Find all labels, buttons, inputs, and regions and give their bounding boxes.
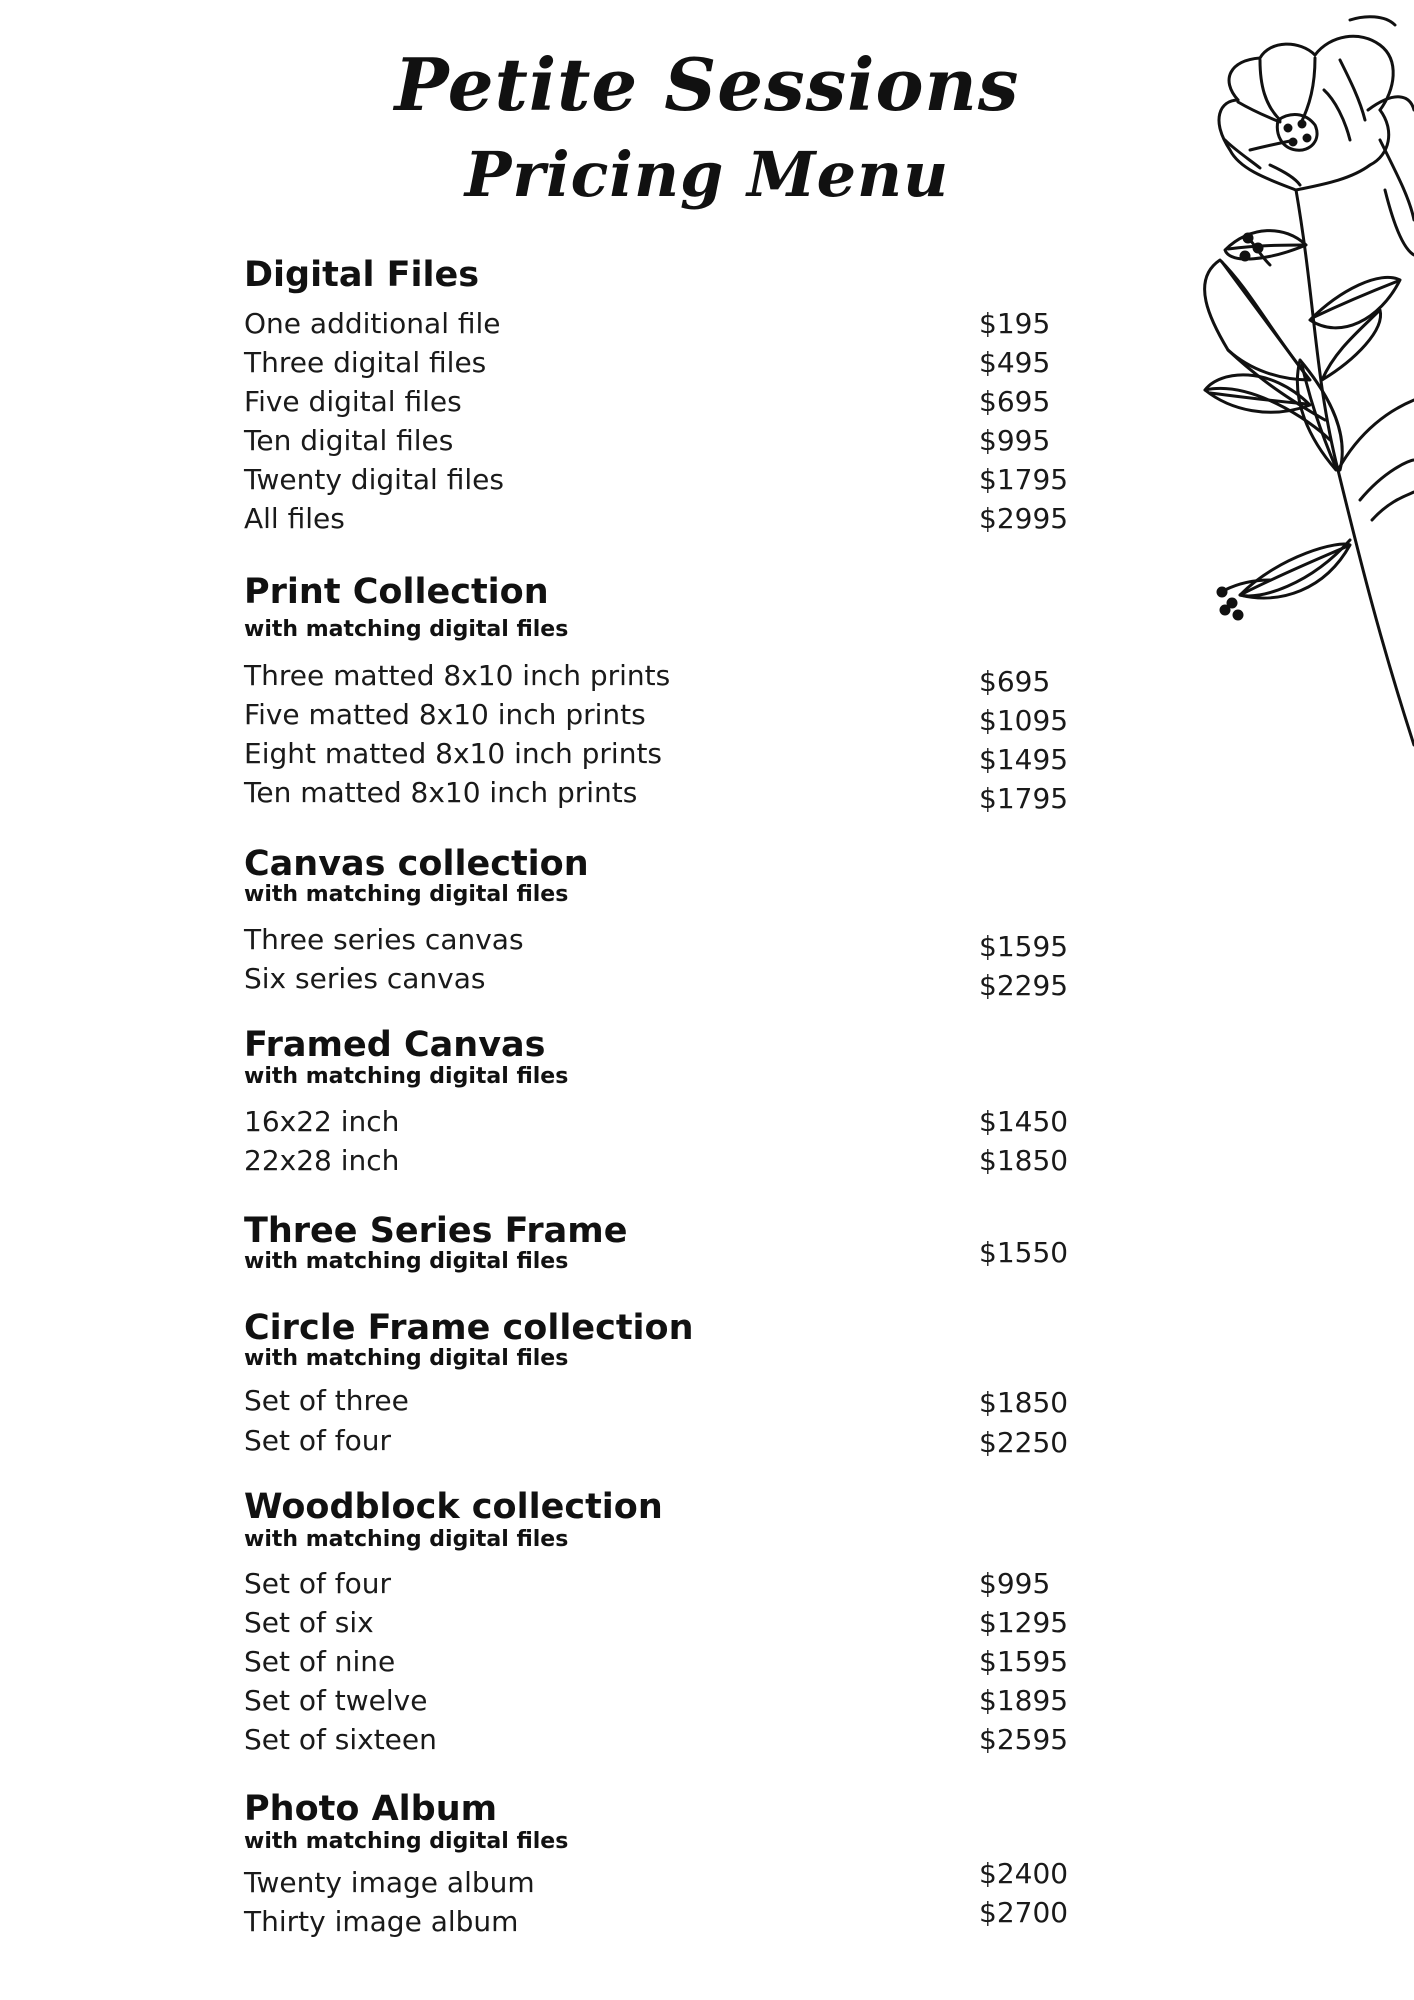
item-price: $1495 <box>979 743 1069 776</box>
floral-illustration <box>1110 0 1414 760</box>
section-heading-circle-frame-collection: Circle Frame collection <box>244 1308 694 1348</box>
section-heading-print-collection: Print Collection <box>244 572 549 612</box>
section-subtitle: with matching digital files <box>244 1249 569 1274</box>
item-label: Set of sixteen <box>244 1723 437 1756</box>
section-heading-canvas-collection: Canvas collection <box>244 844 589 884</box>
item-price: $1295 <box>979 1606 1069 1639</box>
item-label: All files <box>244 502 345 535</box>
item-label: Three matted 8x10 inch prints <box>244 659 671 692</box>
item-price: $1795 <box>979 782 1069 815</box>
section-subtitle: with matching digital files <box>244 617 569 642</box>
item-price: $2295 <box>979 969 1069 1002</box>
item-price: $1095 <box>979 704 1069 737</box>
section-heading-three-series-frame: Three Series Frame <box>244 1211 628 1251</box>
item-price: $195 <box>979 307 1051 340</box>
item-price: $2250 <box>979 1426 1069 1459</box>
section-subtitle: with matching digital files <box>244 1527 569 1552</box>
item-price: $695 <box>979 385 1051 418</box>
item-label: Six series canvas <box>244 962 486 995</box>
item-price: $1550 <box>979 1236 1069 1269</box>
item-label: Five matted 8x10 inch prints <box>244 698 646 731</box>
section-subtitle: with matching digital files <box>244 1829 569 1854</box>
item-label: Eight matted 8x10 inch prints <box>244 737 663 770</box>
item-label: 16x22 inch <box>244 1105 400 1138</box>
item-label: Twenty digital files <box>244 463 504 496</box>
item-label: One additional file <box>244 307 501 340</box>
item-price: $2595 <box>979 1723 1069 1756</box>
item-price: $1595 <box>979 930 1069 963</box>
item-label: Thirty image album <box>244 1905 519 1938</box>
item-price: $495 <box>979 346 1051 379</box>
item-price: $2700 <box>979 1896 1069 1929</box>
item-label: Three series canvas <box>244 923 524 956</box>
page-title: Petite Sessions <box>394 42 1020 127</box>
section-heading-woodblock-collection: Woodblock collection <box>244 1487 663 1527</box>
item-price: $1895 <box>979 1684 1069 1717</box>
item-price: $2995 <box>979 502 1069 535</box>
item-price: $995 <box>979 1567 1051 1600</box>
section-heading-photo-album: Photo Album <box>244 1789 498 1829</box>
item-price: $1850 <box>979 1386 1069 1419</box>
item-price: $695 <box>979 665 1051 698</box>
item-label: Three digital files <box>244 346 487 379</box>
item-price: $1850 <box>979 1144 1069 1177</box>
item-label: Set of three <box>244 1384 409 1417</box>
section-subtitle: with matching digital files <box>244 882 569 907</box>
section-heading-digital-files: Digital Files <box>244 255 480 295</box>
section-heading-framed-canvas: Framed Canvas <box>244 1025 546 1065</box>
item-label: Set of four <box>244 1567 392 1600</box>
item-label: Set of four <box>244 1424 392 1457</box>
item-label: Set of twelve <box>244 1684 428 1717</box>
page-subtitle: Pricing Menu <box>464 138 950 211</box>
item-price: $1595 <box>979 1645 1069 1678</box>
item-label: Ten digital files <box>244 424 454 457</box>
item-label: Set of nine <box>244 1645 396 1678</box>
item-label: Twenty image album <box>244 1866 535 1899</box>
section-subtitle: with matching digital files <box>244 1064 569 1089</box>
item-label: Five digital files <box>244 385 462 418</box>
item-label: Set of six <box>244 1606 374 1639</box>
item-price: $995 <box>979 424 1051 457</box>
item-price: $2400 <box>979 1857 1069 1890</box>
item-price: $1795 <box>979 463 1069 496</box>
item-price: $1450 <box>979 1105 1069 1138</box>
item-label: Ten matted 8x10 inch prints <box>244 776 638 809</box>
item-label: 22x28 inch <box>244 1144 400 1177</box>
section-subtitle: with matching digital files <box>244 1346 569 1371</box>
